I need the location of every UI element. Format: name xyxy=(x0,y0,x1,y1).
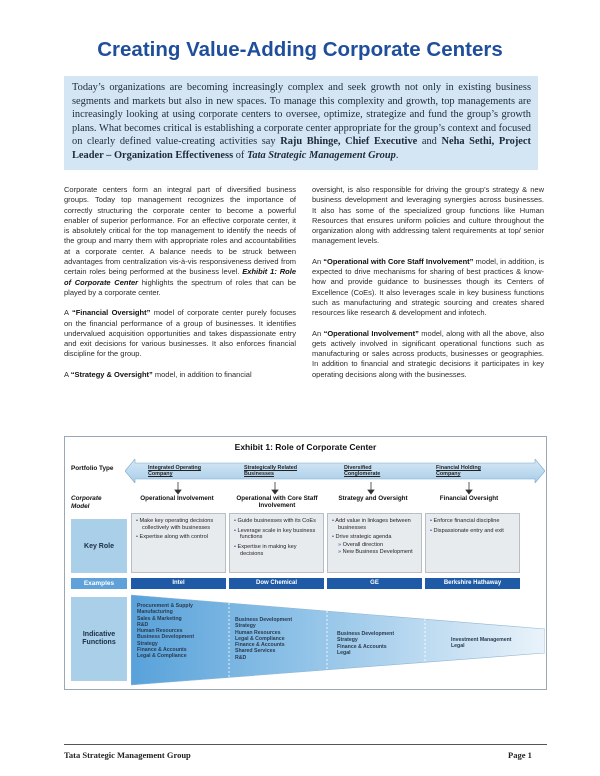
footer-organization: Tata Strategic Management Group xyxy=(64,750,191,760)
down-arrows xyxy=(65,481,548,495)
functions-col-3 xyxy=(337,631,421,656)
intro-name-2: Neha Sethi, Project Leader – Organization Effectiveness xyxy=(72,136,531,161)
right-p2-lead: An xyxy=(312,256,324,266)
intro-text-2: and xyxy=(417,136,442,148)
key-role-item: • Enforce financial discipline xyxy=(430,518,515,525)
functions-col-4 xyxy=(451,637,531,650)
function-item: Human Resources xyxy=(235,629,281,636)
function-item: Sales & Marketing xyxy=(137,615,182,622)
key-role-box-2 xyxy=(229,513,324,573)
intro-box xyxy=(64,76,538,170)
model-strategy-oversight: Strategy and Oversight xyxy=(338,495,408,502)
left-p2-lead: A xyxy=(64,308,72,318)
right-p2-text: model, in addition, is expected to drive mechanisms for sharing of best practices & know-how and provide guidance to businesses though its Centers of Excellence (CoEs). It also leverages scale in key business functions such as manufacturing and strategic sourcing and creates shared resources like research & development and infotech. xyxy=(312,256,544,318)
left-p3-text: model, in addition to financial xyxy=(152,369,252,379)
left-paragraph-1 xyxy=(64,185,296,298)
function-item: Business Development xyxy=(235,617,293,623)
function-item: Legal & Compliance xyxy=(235,635,285,642)
function-item: Business Development xyxy=(137,634,195,641)
intro-end: . xyxy=(395,149,399,161)
key-role-box-1 xyxy=(131,513,226,573)
right-paragraph-3 xyxy=(312,329,544,380)
right-paragraph-1: oversight, is also responsible for driving the group’s strategy & new business development and leveraging synergies across businesses. It also has some of the specialized group functions like Human Resources that ensures uniform policies and culture throughout the organization along with addressing talent requirements at top/ senior management levels. xyxy=(312,185,544,246)
example-ge: GE xyxy=(327,578,422,589)
key-role-item: • Leverage scale in key business functions xyxy=(234,528,319,541)
intro-org: Tata Strategic Management Group xyxy=(247,149,396,161)
left-paragraph-3 xyxy=(64,370,296,380)
term-operational-core-staff: “Operational with Core Staff Involvement” xyxy=(323,256,474,266)
intro-text-1: Today’s organizations are becoming increasingly complex and seek growth not only in existing business segments and markets but also in new spaces. To manage this complexity and growth, top managements are increasingly looking at using corporate centers to oversee, optimize, strategize and fund the group’s growth plans. What becomes critical is establishing a corporate center appropriate for the group’s context and focused on clearly defined value-creating activities say xyxy=(72,82,531,148)
portfolio-financial-holding: Financial Holding Company xyxy=(436,465,481,477)
example-intel: Intel xyxy=(131,578,226,589)
function-item: Manufacturing xyxy=(137,609,173,616)
page-title: Creating Value-Adding Corporate Centers xyxy=(97,38,503,61)
function-item: Procurement & Supply xyxy=(137,603,193,609)
right-p3-text: model, along with all the above, also gets actively involved in significant operational functions such as manufacturing or sales across products, businesses or geographies. In addition to financial and strategic decisions it participates in key operating decisions along with the businesses. xyxy=(312,328,544,379)
key-role-subitem: » New Business Development xyxy=(332,549,417,556)
term-financial-oversight: “Financial Oversight” xyxy=(71,308,151,318)
example-berkshire-hathaway: Berkshire Hathaway xyxy=(425,578,520,589)
footer-divider xyxy=(64,744,547,745)
example-dow-chemical: Dow Chemical xyxy=(229,578,324,589)
exhibit-reference: Exhibit 1: Role of Corporate Center xyxy=(64,267,296,287)
key-role-item: • Expertise along with control xyxy=(136,534,221,541)
left-p3-lead: A xyxy=(64,369,71,379)
functions-col-2 xyxy=(235,617,321,661)
function-item: Shared Services xyxy=(235,648,276,655)
model-operational-involvement: Operational Involvement xyxy=(140,495,214,502)
right-p3-lead: An xyxy=(312,328,324,338)
function-item: R&D xyxy=(137,621,149,628)
key-role-item: • Add value in linkages between businesses xyxy=(332,518,417,531)
row-label-portfolio-type: Portfolio Type xyxy=(71,465,114,472)
row-label-key-role: Key Role xyxy=(71,519,127,573)
left-column xyxy=(64,185,296,390)
term-operational-involvement: “Operational Involvement” xyxy=(323,328,419,338)
left-p2-text: model of corporate center purely focuses on the financial performance of a group of businesses. It identifies undervalued acquisition opportunities and takes dispassionate entry and exit decisions for various businesses. It also enforces financial discipline for the group. xyxy=(64,308,296,359)
right-column xyxy=(312,185,544,390)
function-item: Legal & Compliance xyxy=(137,653,187,660)
functions-col-1 xyxy=(137,603,225,660)
exhibit-role-of-corporate-center xyxy=(64,436,547,690)
key-role-item: • Drive strategic agenda xyxy=(332,534,417,541)
function-item: Business Development xyxy=(337,631,395,637)
key-role-subitem: » Overall direction xyxy=(332,542,417,549)
key-role-item: • Expertise in making key decisions xyxy=(234,544,319,557)
function-item: Finance & Accounts xyxy=(235,642,285,649)
term-strategy-oversight: “Strategy & Oversight” xyxy=(70,369,153,379)
function-item: Legal xyxy=(451,643,465,650)
row-label-examples: Examples xyxy=(71,578,127,589)
function-item: Human Resources xyxy=(137,628,183,635)
portfolio-integrated-operating: Integrated Operating Company xyxy=(148,465,202,477)
exhibit-title: Exhibit 1: Role of Corporate Center xyxy=(234,442,377,452)
footer-page-number: Page 1 xyxy=(508,750,532,760)
key-role-box-4 xyxy=(425,513,520,573)
key-role-item: • Guide businesses with its CoEs xyxy=(234,518,319,525)
left-p1-text-end: highlights the spectrum of roles that can be played by a corporate center. xyxy=(64,277,296,297)
key-role-box-3 xyxy=(327,513,422,573)
intro-text-3: of xyxy=(233,149,247,161)
function-item: Investment Management xyxy=(451,637,512,643)
model-operational-core-staff: Operational with Core Staff Involvement xyxy=(236,495,318,510)
left-p1-text: Corporate centers form an integral part of diversified business groups. Today top management recognizes the importance of correctly structuring the corporate center to become a powerful enabler of superior performance. For an effective corporate center, it is absolutely critical for the top management to identify the needs of the group and marry them with appropriate roles and accountabilities at a corporate center. A balance needs to be struck between advantages from centralization vis-à-vis responsiveness derived from certain roles being performed at the business level. xyxy=(64,185,296,277)
function-item: Strategy xyxy=(235,623,256,630)
function-item: Legal xyxy=(337,649,351,656)
portfolio-diversified-conglomerate: Diversified Conglomerate xyxy=(344,465,381,477)
right-paragraph-2 xyxy=(312,257,544,319)
row-label-corporate-model: Corporate Model xyxy=(71,495,102,510)
key-role-item: • Dispassionate entry and exit xyxy=(430,528,515,535)
row-label-indicative-functions: Indicative Functions xyxy=(71,597,127,681)
left-paragraph-2 xyxy=(64,308,296,359)
function-item: Finance & Accounts xyxy=(337,643,387,650)
intro-name-1: Raju Bhinge, Chief Executive xyxy=(280,136,418,148)
portfolio-strategically-related: Strategically Related Businesses xyxy=(244,465,298,477)
function-item: R&D xyxy=(235,654,247,661)
key-role-item: • Make key operating decisions collectively with businesses xyxy=(136,518,221,531)
function-item: Strategy xyxy=(337,637,358,644)
function-item: Finance & Accounts xyxy=(137,647,187,654)
function-item: Strategy xyxy=(137,640,158,647)
model-financial-oversight: Financial Oversight xyxy=(439,495,499,502)
